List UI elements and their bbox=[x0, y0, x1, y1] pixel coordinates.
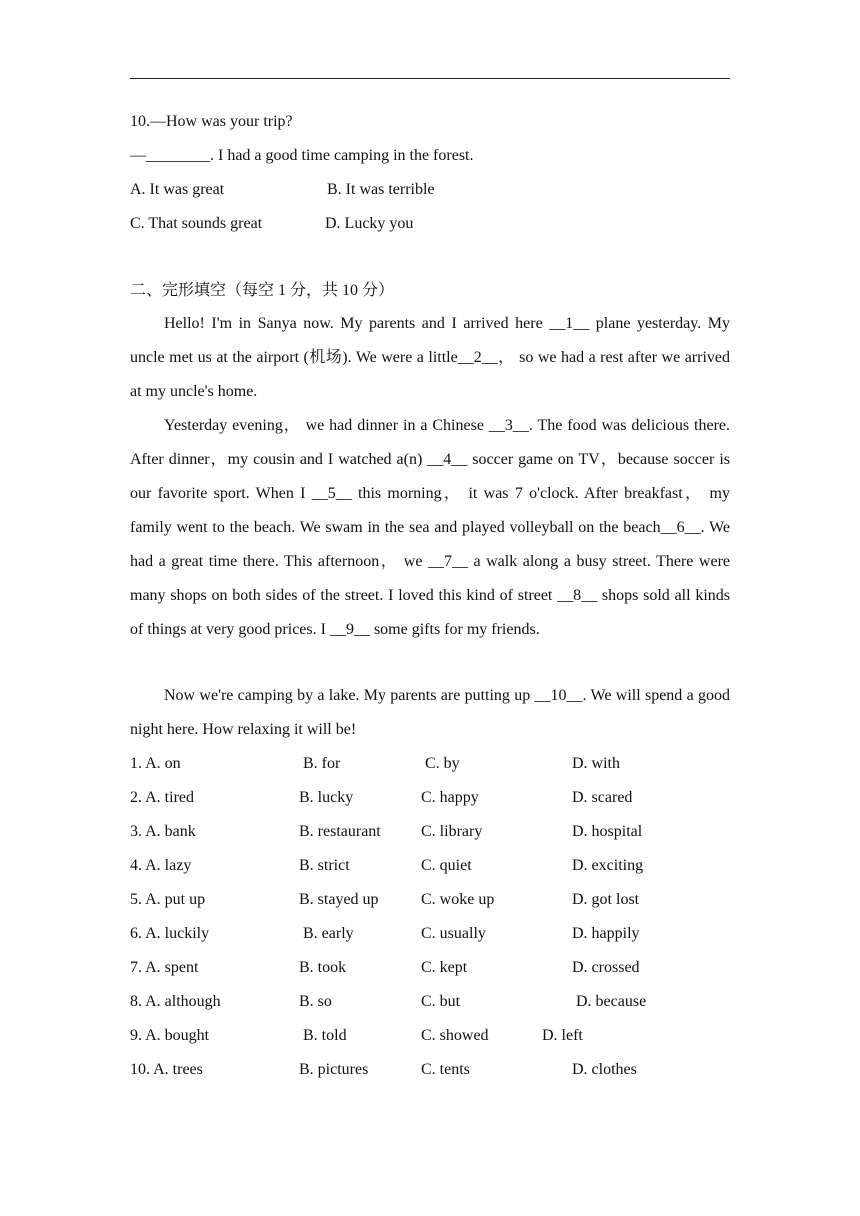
choice-6-d: D. happily bbox=[572, 925, 640, 942]
choice-9-c: C. showed bbox=[421, 1027, 489, 1044]
question-10-reply: —________. I had a good time camping in the forest. bbox=[130, 147, 474, 164]
choice-1-c: C. by bbox=[425, 755, 460, 772]
choice-4-d: D. exciting bbox=[572, 857, 644, 874]
choice-8-d: D. because bbox=[576, 993, 647, 1010]
choice-1-a: 1. A. on bbox=[130, 755, 181, 772]
choice-9-d: D. left bbox=[542, 1027, 583, 1044]
choice-5-b: B. stayed up bbox=[299, 891, 379, 908]
choice-2-d: D. scared bbox=[572, 789, 633, 806]
choice-4-a: 4. A. lazy bbox=[130, 857, 192, 874]
question-10-option-a: A. It was great bbox=[130, 181, 225, 198]
choice-8-b: B. so bbox=[299, 993, 332, 1010]
choice-5-c: C. woke up bbox=[421, 891, 495, 908]
question-10-option-d: D. Lucky you bbox=[325, 215, 414, 232]
choice-10-c: C. tents bbox=[421, 1061, 470, 1078]
choice-6-c: C. usually bbox=[421, 925, 486, 942]
choice-8-a: 8. A. although bbox=[130, 993, 221, 1010]
section-heading: 二、完形填空（每空 1 分，共 10 分） bbox=[130, 282, 395, 299]
choice-5-a: 5. A. put up bbox=[130, 891, 206, 908]
choice-10-b: B. pictures bbox=[299, 1061, 369, 1078]
choice-9-b: B. told bbox=[303, 1027, 347, 1044]
choice-7-b: B. took bbox=[299, 959, 347, 976]
choice-3-c: C. library bbox=[421, 823, 483, 840]
choice-1-b: B. for bbox=[303, 755, 341, 772]
choice-7-c: C. kept bbox=[421, 959, 468, 976]
passage-paragraph: Yesterday evening， we had dinner in a Chinese __3__. The food was delicious there. After dinner，my cousin and I watched a(n) __4__ soccer game on TV，because soccer is our favorite sport. When I __5__ this morning， it was 7 o'clock. After breakfast， my family went to the beach. We swam in the sea and played volleyball on the beach__6__. We had a great time there. This afternoon， we __7__ a walk along a busy street. There were many shops on both sides of the street. I loved this kind of street __8__ shops sold all kinds of things at very good prices. I __9__ some gifts for my friends. bbox=[130, 417, 730, 638]
choice-10-a: 10. A. trees bbox=[130, 1061, 203, 1078]
choice-3-b: B. restaurant bbox=[299, 823, 381, 840]
question-10-option-c: C. That sounds great bbox=[130, 215, 263, 232]
choice-8-c: C. but bbox=[421, 993, 461, 1010]
choice-10-d: D. clothes bbox=[572, 1061, 637, 1078]
question-10-option-b: B. It was terrible bbox=[327, 181, 435, 198]
choice-1-d: D. with bbox=[572, 755, 620, 772]
choice-9-a: 9. A. bought bbox=[130, 1027, 210, 1044]
choice-6-b: B. early bbox=[303, 925, 354, 942]
choice-4-b: B. strict bbox=[299, 857, 350, 874]
choice-4-c: C. quiet bbox=[421, 857, 472, 874]
passage-paragraph: Hello! I'm in Sanya now. My parents and I arrived here __1__ plane yesterday. My uncle met us at the airport (机场). We were a little__2__， so we had a rest after we arrived at my uncle's home. bbox=[130, 315, 730, 400]
choice-2-b: B. lucky bbox=[299, 789, 354, 806]
choice-5-d: D. got lost bbox=[572, 891, 640, 908]
choice-7-d: D. crossed bbox=[572, 959, 640, 976]
choice-6-a: 6. A. luckily bbox=[130, 925, 210, 942]
passage-paragraph: Now we're camping by a lake. My parents are putting up __10__. We will spend a good night here. How relaxing it will be! bbox=[130, 687, 730, 738]
choice-2-a: 2. A. tired bbox=[130, 789, 194, 806]
choice-3-d: D. hospital bbox=[572, 823, 643, 840]
question-10-stem: 10.—How was your trip? bbox=[130, 113, 293, 130]
header-rule bbox=[130, 78, 730, 79]
choice-7-a: 7. A. spent bbox=[130, 959, 199, 976]
choice-2-c: C. happy bbox=[421, 789, 479, 806]
choice-3-a: 3. A. bank bbox=[130, 823, 196, 840]
